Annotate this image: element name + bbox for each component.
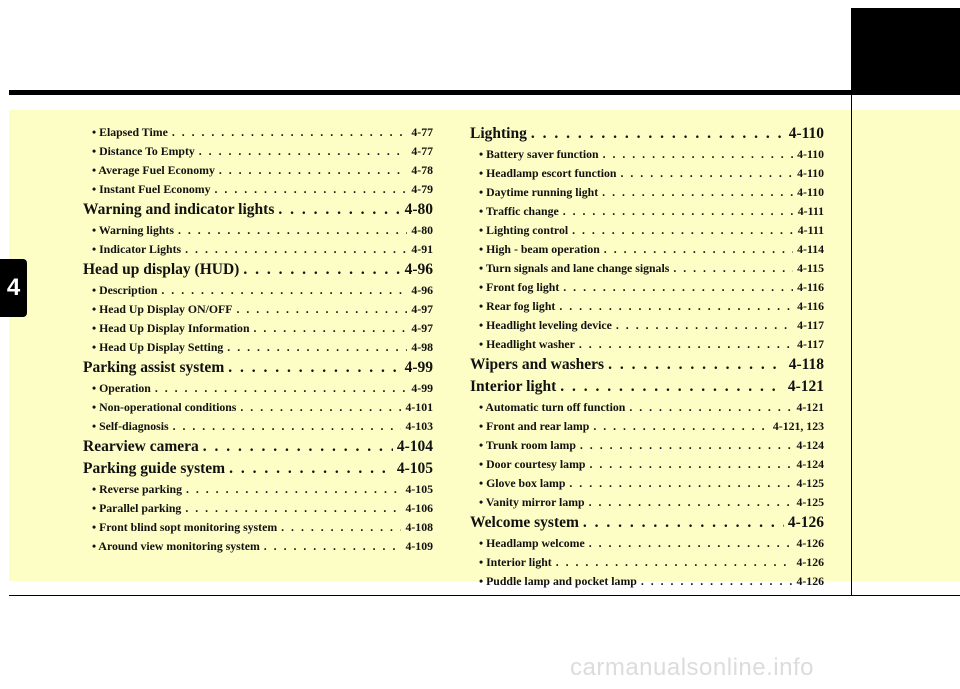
- toc-subentry[interactable]: [470, 240, 824, 259]
- toc-section-entry[interactable]: [470, 123, 824, 145]
- entry-page: 4-110: [797, 185, 824, 199]
- toc-subentry[interactable]: [83, 123, 433, 142]
- toc-subentry[interactable]: [470, 316, 824, 335]
- entry-title: • Head Up Display ON/OFF: [92, 302, 233, 316]
- entry-title: • Parallel parking: [92, 501, 182, 515]
- entry-title: • Automatic turn off function: [479, 400, 626, 414]
- entry-title: • Head Up Display Information: [92, 321, 250, 335]
- dot-leader: [178, 221, 407, 240]
- entry-title: • Headlamp escort function: [479, 166, 617, 180]
- entry-title: Rearview camera: [83, 438, 199, 455]
- entry-title: • Description: [92, 283, 158, 297]
- toc-subentry[interactable]: [83, 281, 433, 300]
- toc-subentry[interactable]: [470, 221, 824, 240]
- entry-page: 4-114: [797, 242, 824, 256]
- entry-title: • Rear fog light: [479, 299, 556, 313]
- dot-leader: [278, 199, 400, 221]
- toc-section-entry[interactable]: [470, 354, 824, 376]
- entry-title: Lighting: [470, 125, 527, 142]
- toc-subentry[interactable]: [470, 183, 824, 202]
- dot-leader: [593, 417, 769, 436]
- entry-title: • Distance To Empty: [92, 144, 195, 158]
- entry-page: 4-103: [405, 419, 433, 433]
- entry-page: 4-124: [796, 457, 824, 471]
- toc-subentry[interactable]: [83, 221, 433, 240]
- entry-title: • Around view monitoring system: [92, 539, 260, 553]
- toc-subentry[interactable]: [470, 335, 824, 354]
- dot-leader: [219, 161, 408, 180]
- dot-leader: [199, 142, 408, 161]
- toc-subentry[interactable]: [83, 338, 433, 357]
- entry-title: • Glove box lamp: [479, 476, 566, 490]
- chapter-tab[interactable]: 4: [0, 259, 27, 317]
- toc-subentry[interactable]: [470, 297, 824, 316]
- dot-leader: [185, 499, 401, 518]
- toc-subentry[interactable]: [470, 278, 824, 297]
- entry-title: • Front and rear lamp: [479, 419, 590, 433]
- entry-page: 4-110: [788, 125, 824, 142]
- dot-leader: [673, 259, 793, 278]
- toc-subentry[interactable]: [470, 474, 824, 493]
- entry-page: 4-101: [405, 400, 433, 414]
- entry-page: 4-121: [787, 378, 824, 395]
- toc-section-entry[interactable]: [83, 357, 433, 379]
- dot-leader: [172, 123, 408, 142]
- entry-page: 4-111: [797, 204, 824, 218]
- dot-leader: [227, 338, 407, 357]
- entry-page: 4-80: [411, 223, 433, 237]
- dot-leader: [173, 417, 402, 436]
- entry-title: • Headlight washer: [479, 337, 575, 351]
- entry-title: • Puddle lamp and pocket lamp: [479, 574, 637, 588]
- toc-subentry[interactable]: [470, 455, 824, 474]
- toc-section-entry[interactable]: [83, 199, 433, 221]
- toc-subentry[interactable]: [470, 436, 824, 455]
- dot-leader: [589, 534, 793, 553]
- dot-leader: [556, 553, 793, 572]
- entry-title: • Headlight leveling device: [479, 318, 612, 332]
- dot-leader: [589, 493, 793, 512]
- watermark: carmanualsonline.info: [570, 654, 814, 681]
- toc-subentry[interactable]: [470, 202, 824, 221]
- entry-page: 4-117: [797, 337, 824, 351]
- toc-subentry[interactable]: [83, 398, 433, 417]
- toc-right-column: [470, 123, 824, 591]
- entry-page: 4-126: [787, 514, 824, 531]
- entry-page: 4-117: [797, 318, 824, 332]
- entry-page: 4-97: [411, 302, 433, 316]
- dot-leader: [229, 458, 393, 480]
- entry-page: 4-105: [396, 460, 433, 477]
- toc-section-entry[interactable]: [83, 436, 433, 458]
- dot-leader: [254, 319, 408, 338]
- toc-subentry[interactable]: [83, 518, 433, 537]
- entry-page: 4-91: [411, 242, 433, 256]
- entry-title: • Front fog light: [479, 280, 560, 294]
- entry-page: 4-108: [405, 520, 433, 534]
- entry-page: 4-77: [411, 144, 433, 158]
- dot-leader: [264, 537, 402, 556]
- dot-leader: [161, 281, 407, 300]
- dot-leader: [603, 145, 794, 164]
- dot-leader: [236, 300, 407, 319]
- dot-leader: [602, 183, 793, 202]
- toc-section-entry[interactable]: [83, 458, 433, 480]
- dot-leader: [215, 180, 408, 199]
- entry-title: • Traffic change: [479, 204, 559, 218]
- entry-title: • Lighting control: [479, 223, 569, 237]
- toc-subentry[interactable]: [470, 164, 824, 183]
- dot-leader: [563, 278, 793, 297]
- toc-subentry[interactable]: [470, 398, 824, 417]
- entry-page: 4-125: [796, 495, 824, 509]
- entry-page: 4-121, 123: [772, 419, 824, 433]
- dot-leader: [281, 518, 401, 537]
- toc-subentry[interactable]: [470, 553, 824, 572]
- dot-leader: [608, 354, 785, 376]
- dot-leader: [616, 316, 793, 335]
- entry-page: 4-126: [796, 536, 824, 550]
- dot-leader: [589, 455, 792, 474]
- dot-leader: [228, 357, 400, 379]
- entry-title: • Warning lights: [92, 223, 174, 237]
- entry-title: • Average Fuel Economy: [92, 163, 215, 177]
- dot-leader: [186, 480, 401, 499]
- entry-title: Warning and indicator lights: [83, 201, 275, 218]
- corner-block: [851, 8, 960, 95]
- entry-title: • Trunk room lamp: [479, 438, 576, 452]
- toc-subentry[interactable]: [83, 319, 433, 338]
- toc-subentry[interactable]: [83, 480, 433, 499]
- dot-leader: [243, 259, 400, 281]
- entry-title: • Turn signals and lane change signals: [479, 261, 670, 275]
- dot-leader: [580, 436, 793, 455]
- toc-subentry[interactable]: [83, 379, 433, 398]
- entry-page: 4-104: [396, 438, 433, 455]
- dot-leader: [203, 436, 393, 458]
- entry-title: • High - beam operation: [479, 242, 600, 256]
- entry-title: • Vanity mirror lamp: [479, 495, 585, 509]
- top-rule: [9, 90, 960, 95]
- entry-page: 4-118: [788, 356, 824, 373]
- dot-leader: [572, 221, 794, 240]
- dot-leader: [155, 379, 408, 398]
- entry-page: 4-126: [796, 574, 824, 588]
- toc-subentry[interactable]: [83, 417, 433, 436]
- entry-page: 4-77: [411, 125, 433, 139]
- entry-title: Welcome system: [470, 514, 579, 531]
- toc-section-entry[interactable]: [83, 259, 433, 281]
- toc-subentry[interactable]: [83, 499, 433, 518]
- dot-leader: [629, 398, 792, 417]
- bottom-rule: [9, 595, 960, 596]
- entry-title: Head up display (HUD): [83, 261, 240, 278]
- entry-page: 4-78: [411, 163, 433, 177]
- entry-page: 4-110: [797, 147, 824, 161]
- entry-page: 4-115: [797, 261, 824, 275]
- entry-page: 4-80: [404, 201, 433, 218]
- entry-page: 4-126: [796, 555, 824, 569]
- dot-leader: [185, 240, 407, 259]
- toc-subentry[interactable]: [470, 259, 824, 278]
- entry-page: 4-110: [797, 166, 824, 180]
- dot-leader: [559, 297, 793, 316]
- toc-subentry[interactable]: [83, 180, 433, 199]
- entry-page: 4-97: [411, 321, 433, 335]
- entry-title: Interior light: [470, 378, 557, 395]
- dot-leader: [583, 512, 784, 534]
- entry-page: 4-96: [404, 261, 433, 278]
- entry-title: Wipers and washers: [470, 356, 605, 373]
- toc-subentry[interactable]: [83, 142, 433, 161]
- entry-page: 4-121: [796, 400, 824, 414]
- entry-page: 4-98: [411, 340, 433, 354]
- toc-subentry[interactable]: [470, 534, 824, 553]
- entry-title: • Non-operational conditions: [92, 400, 237, 414]
- entry-title: • Instant Fuel Economy: [92, 182, 211, 196]
- entry-page: 4-125: [796, 476, 824, 490]
- entry-title: • Daytime running light: [479, 185, 599, 199]
- entry-page: 4-96: [411, 283, 433, 297]
- entry-page: 4-105: [405, 482, 433, 496]
- entry-page: 4-106: [405, 501, 433, 515]
- entry-title: • Front blind sopt monitoring system: [92, 520, 278, 534]
- dot-leader: [569, 474, 792, 493]
- entry-title: • Interior light: [479, 555, 552, 569]
- toc-section-entry[interactable]: [470, 512, 824, 534]
- entry-title: • Reverse parking: [92, 482, 182, 496]
- entry-title: • Battery saver function: [479, 147, 599, 161]
- entry-title: • Head Up Display Setting: [92, 340, 224, 354]
- entry-page: 4-99: [411, 381, 433, 395]
- entry-page: 4-124: [796, 438, 824, 452]
- entry-page: 4-116: [797, 280, 824, 294]
- toc-subentry[interactable]: [83, 240, 433, 259]
- dot-leader: [621, 164, 794, 183]
- entry-title: • Door courtesy lamp: [479, 457, 586, 471]
- toc-left-column: [83, 123, 433, 556]
- entry-title: Parking assist system: [83, 359, 225, 376]
- toc-subentry[interactable]: [470, 493, 824, 512]
- toc-subentry[interactable]: [83, 537, 433, 556]
- dot-leader: [579, 335, 793, 354]
- entry-title: • Headlamp welcome: [479, 536, 585, 550]
- toc-subentry[interactable]: [83, 161, 433, 180]
- entry-page: 4-99: [404, 359, 433, 376]
- entry-title: Parking guide system: [83, 460, 226, 477]
- entry-page: 4-109: [405, 539, 433, 553]
- dot-leader: [240, 398, 401, 417]
- dot-leader: [531, 123, 785, 145]
- dot-leader: [641, 572, 793, 591]
- entry-page: 4-79: [411, 182, 433, 196]
- entry-title: • Operation: [92, 381, 151, 395]
- toc-subentry[interactable]: [470, 572, 824, 591]
- entry-title: • Indicator Lights: [92, 242, 182, 256]
- toc-subentry[interactable]: [470, 417, 824, 436]
- toc-subentry[interactable]: [470, 145, 824, 164]
- toc-section-entry[interactable]: [470, 376, 824, 398]
- entry-page: 4-116: [797, 299, 824, 313]
- dot-leader: [560, 376, 784, 398]
- dot-leader: [604, 240, 793, 259]
- entry-title: • Self-diagnosis: [92, 419, 169, 433]
- entry-page: 4-111: [797, 223, 824, 237]
- entry-title: • Elapsed Time: [92, 125, 168, 139]
- dot-leader: [563, 202, 794, 221]
- toc-subentry[interactable]: [83, 300, 433, 319]
- margin-rule: [851, 95, 852, 595]
